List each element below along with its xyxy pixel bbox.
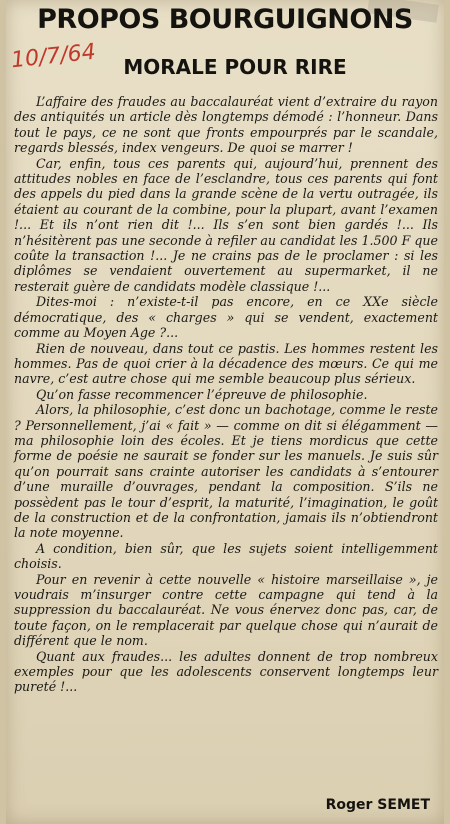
paragraph: Car, enfin, tous ces parents qui, aujourd’hui, prennent des attitudes nobles en face de l’esclandre, tous ces parents qui font des appels du pied dans la grande scène de la vertu outragée, ils étaient au courant de la combine, pour la plupart, avant l’examen !... Et ils n’ont rien dit !... Ils s’en sont bien gardés !... Ils n’hésitèrent pas une seconde à refiler au candidat les 1.500 F que coûte la transaction !... Je ne crains pas de le proclamer : si les diplômes se vendaient ouvertement au supermarket, il ne resterait guère de candidats modèle classique !... — [14, 155, 438, 294]
paragraph: L’affaire des fraudes au baccalauréat vient d’extraire du rayon des antiquités un article dès longtemps démodé : l’honneur. Dans tout le pays, ce ne sont que fronts empourprés par le scandale, regards blessés, index vengeurs. De quoi se marrer ! — [14, 94, 438, 156]
paragraph: Rien de nouveau, dans tout ce pastis. Les hommes restent les hommes. Pas de quoi crier à la décadence des mœurs. Ce qui me navre, c’est autre chose qui me semble beaucoup plus sérieux. — [14, 340, 438, 387]
article-title: PROPOS BOURGUIGNONS — [37, 4, 413, 35]
newspaper-clipping — [6, 0, 444, 824]
paragraph: Alors, la philosophie, c’est donc un bachotage, comme le reste ? Personnellement, j’ai « fait » — comme on dit si élégamment — ma philosophie loin des écoles. Et je tiens mordicus que cette forme de poésie ne saurait se fonder sur les manuels. Je suis sûr qu’on pourrait sans crainte autoriser les candidats à s’entourer d’une muraille d’ouvrages, pendant la composition. S’ils ne possèdent pas le tour d’esprit, la maturité, l’imagination, le goût de la construction et de la confrontation, jamais ils n’obtiendront la note moyenne. — [14, 402, 438, 541]
article-subtitle: MORALE POUR RIRE — [123, 55, 347, 79]
paragraph: Qu’on fasse recommencer l’épreuve de philosophie. — [36, 386, 368, 402]
handwritten-date: 10/7/64 — [9, 39, 97, 74]
paragraph: Pour en revenir à cette nouvelle « histoire marseillaise », je voudrais m’insurger contre cette campagne qui tend à la suppression du baccalauréat. Ne vous énervez donc pas, car, de toute façon, on le remplacerait par quelque chose qui n’aurait de différent que le nom. — [14, 571, 438, 649]
paragraph: Dites-moi : n’existe-t-il pas encore, en ce XXe siècle démocratique, des « charges » qui se vendent, exactement comme au Moyen Age ?... — [14, 294, 438, 341]
author-signature: Roger SEMET — [325, 797, 430, 813]
article-body — [14, 94, 438, 695]
paragraph: Quant aux fraudes... les adultes donnent de trop nombreux exemples pour que les adolescents conservent longtemps leur pureté !... — [14, 648, 438, 695]
paragraph: A condition, bien sûr, que les sujets soient intelligemment choisis. — [14, 540, 438, 572]
